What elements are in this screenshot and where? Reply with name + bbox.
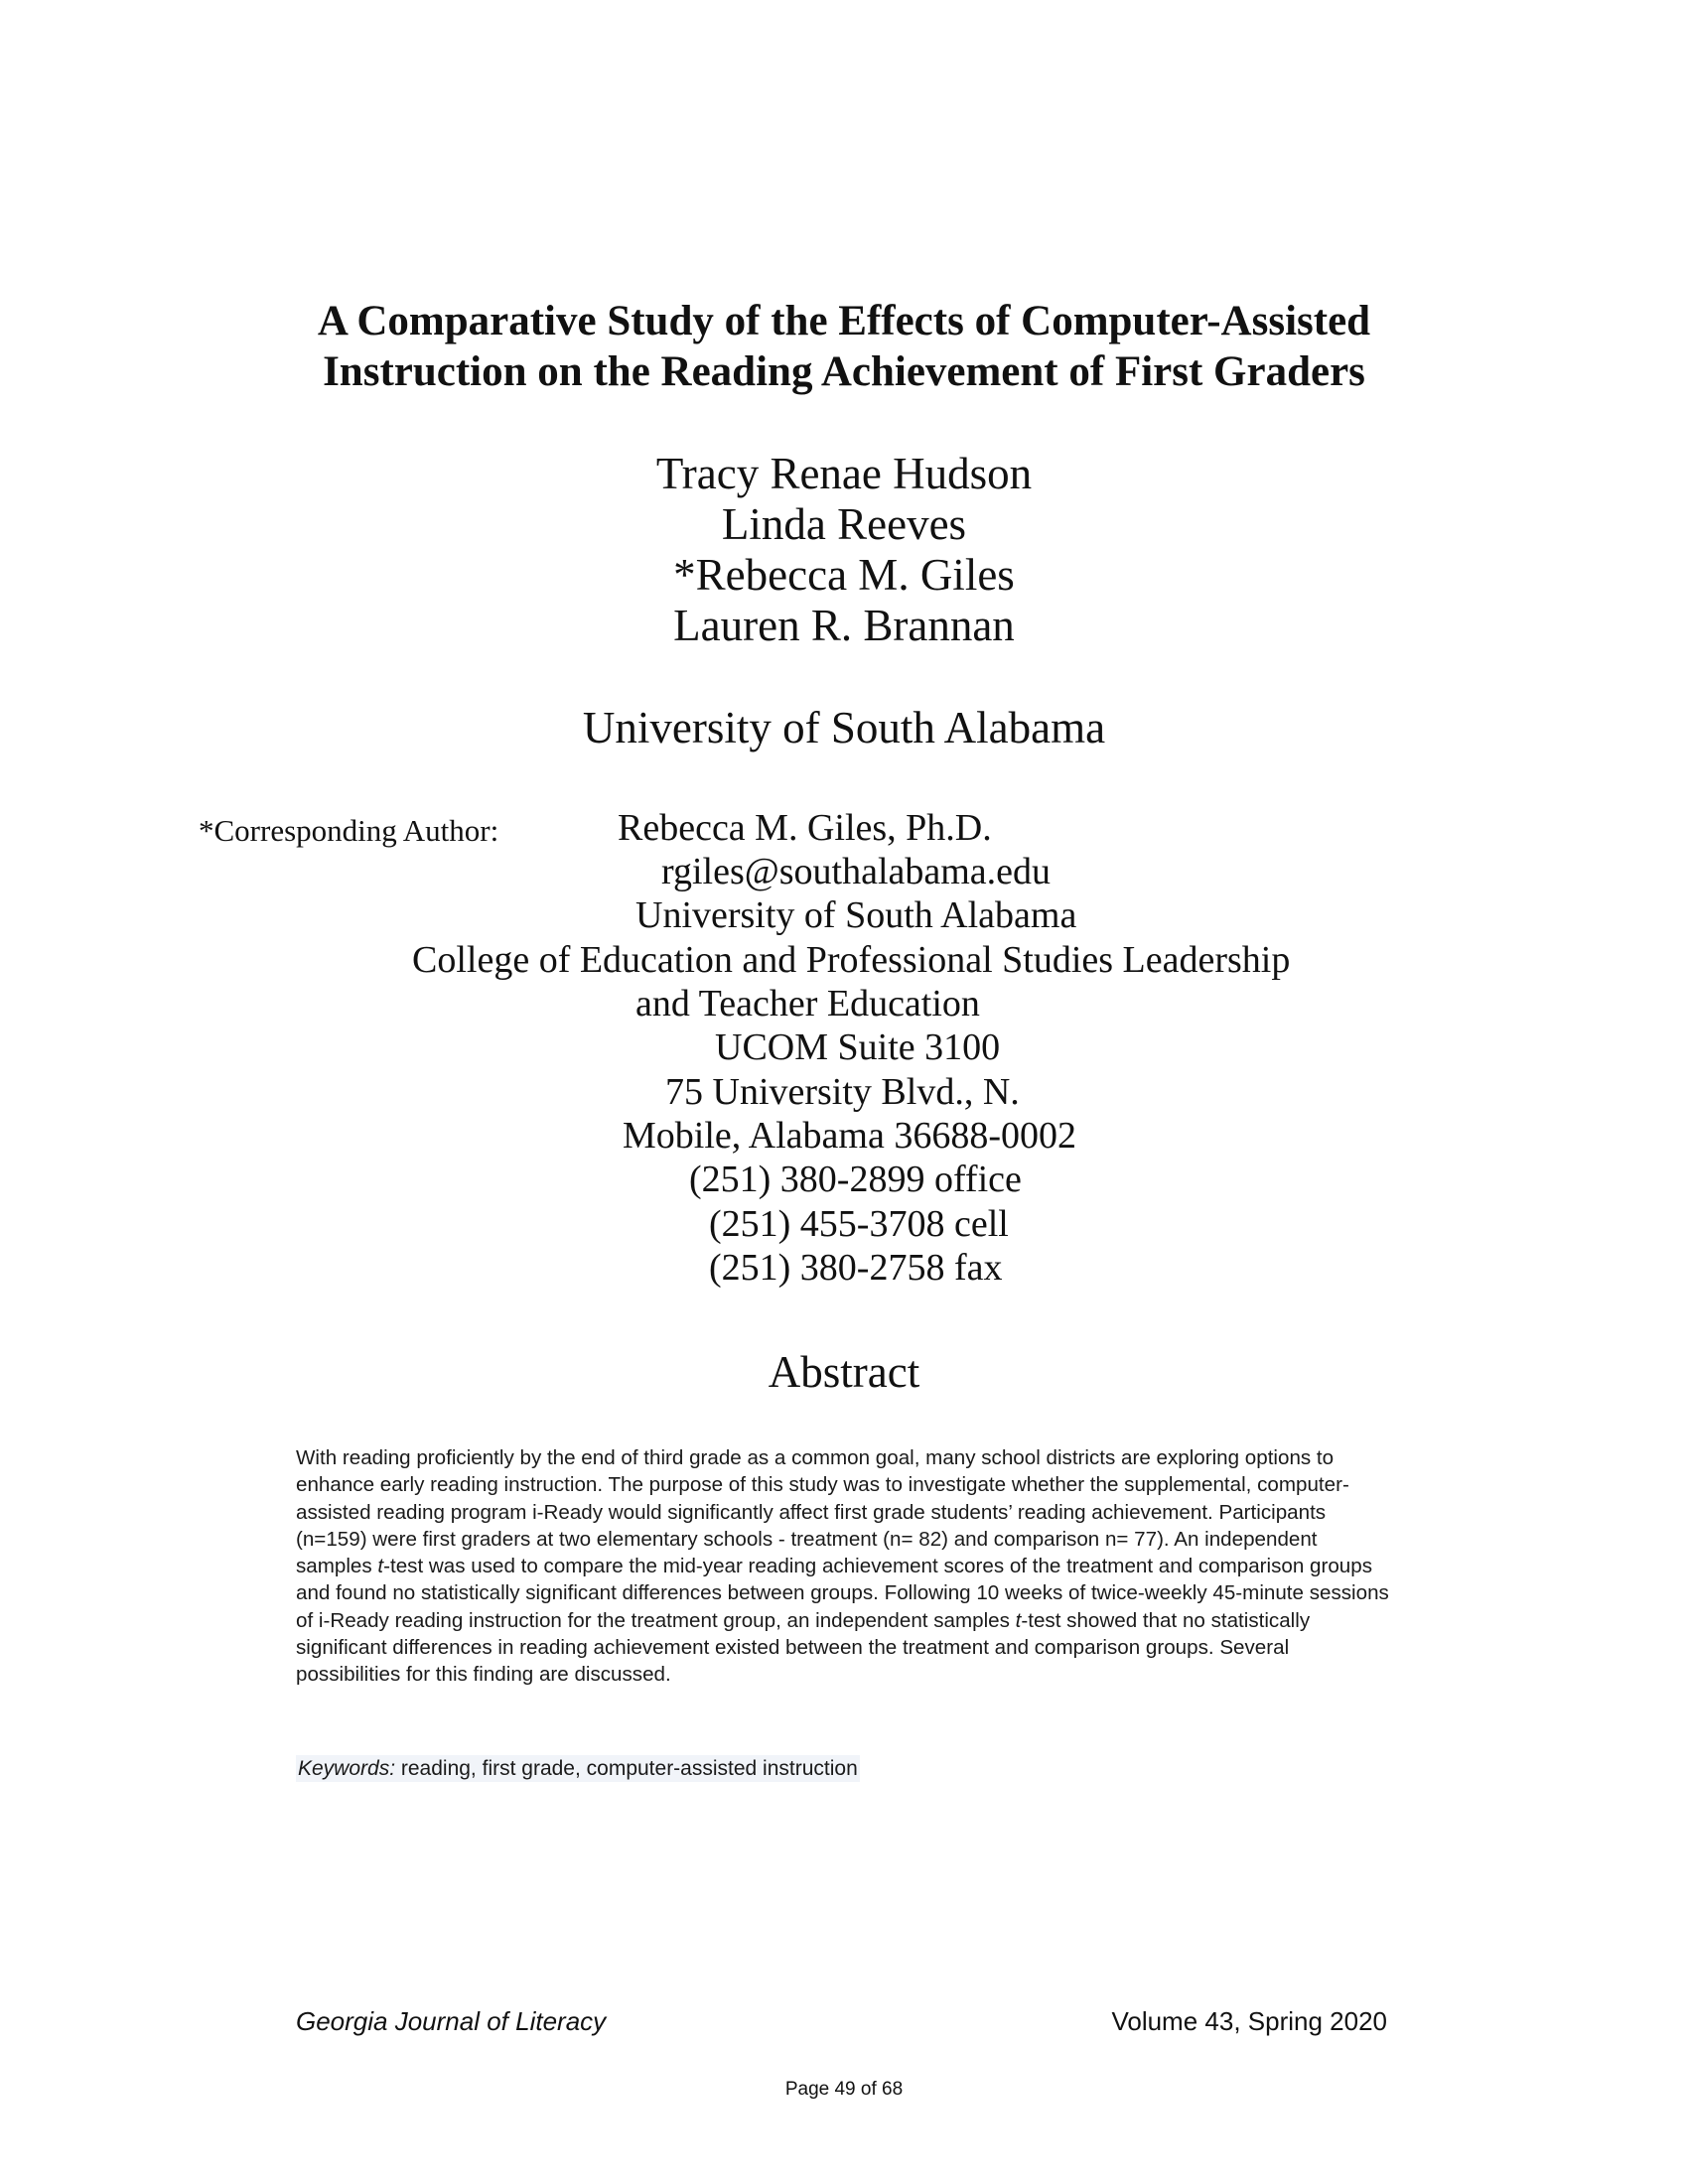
abstract-body (296, 1444, 1392, 1689)
corresponding-street: 75 University Blvd., N. (665, 1071, 1020, 1113)
abstract-t-italic-2: t (1015, 1608, 1022, 1632)
affiliation: University of South Alabama (582, 703, 1106, 752)
abstract-text-part3: -test showed that no statistically significant differences in reading achievement existed between the treatment and comparison groups. Several possibilities for this finding are discussed. (296, 1608, 1311, 1687)
corresponding-university: University of South Alabama (635, 894, 1077, 936)
corresponding-office-phone: (251) 380-2899 office (689, 1159, 1022, 1200)
author-4: Lauren R. Brannan (673, 601, 1015, 650)
journal-volume: Volume 43, Spring 2020 (1111, 2006, 1387, 2036)
author-3: *Rebecca M. Giles (673, 550, 1015, 600)
abstract-text-part1: With reading proficiently by the end of third grade as a common goal, many school districts are exploring options to enhance early reading instruction. The purpose of this study was to investigate whether the supplemental, computer-assisted reading program i-Ready would significantly affect first grade students’ reading achievement. Participants (n=159) were first graders at two elementary schools - treatment (n= 82) and comparison n= 77). An independent samples (296, 1446, 1349, 1578)
corresponding-city: Mobile, Alabama 36688-0002 (623, 1115, 1076, 1157)
author-list (0, 449, 1688, 651)
title-line-2: Instruction on the Reading Achievement of First Graders (323, 348, 1365, 395)
corresponding-author-label: *Corresponding Author: (199, 813, 499, 848)
page-number: Page 49 of 68 (784, 2079, 904, 2100)
paper-title (0, 296, 1688, 397)
keywords-label: Keywords: (298, 1757, 396, 1780)
author-1: Tracy Renae Hudson (655, 449, 1033, 498)
abstract-t-italic-1: t (377, 1555, 384, 1578)
corresponding-suite: UCOM Suite 3100 (715, 1026, 1001, 1068)
keywords-value: reading, first grade, computer-assisted instruction (395, 1757, 858, 1780)
corresponding-name: Rebecca M. Giles, Ph.D. (618, 807, 992, 849)
keywords-line (296, 1755, 860, 1782)
abstract-heading: Abstract (768, 1347, 920, 1397)
title-line-1: A Comparative Study of the Effects of Computer-Assisted (317, 298, 1371, 344)
corresponding-fax: (251) 380-2758 fax (709, 1247, 1003, 1289)
corresponding-email: rgiles@southalabama.edu (661, 851, 1052, 892)
author-2: Linda Reeves (721, 499, 967, 549)
journal-name: Georgia Journal of Literacy (296, 2006, 607, 2036)
corresponding-college-line2: and Teacher Education (635, 983, 980, 1024)
abstract-text-part2: -test was used to compare the mid-year reading achievement scores of the treatment and comparison groups and found no statistically significant differences between groups. Following 10 weeks of twice-weekly 45-minute sessions of i-Ready reading instruction for the treatment group, an independent samples (296, 1555, 1389, 1632)
corresponding-cell-phone: (251) 455-3708 cell (709, 1203, 1009, 1245)
corresponding-college-line1: College of Education and Professional Studies Leadership (412, 939, 1291, 981)
